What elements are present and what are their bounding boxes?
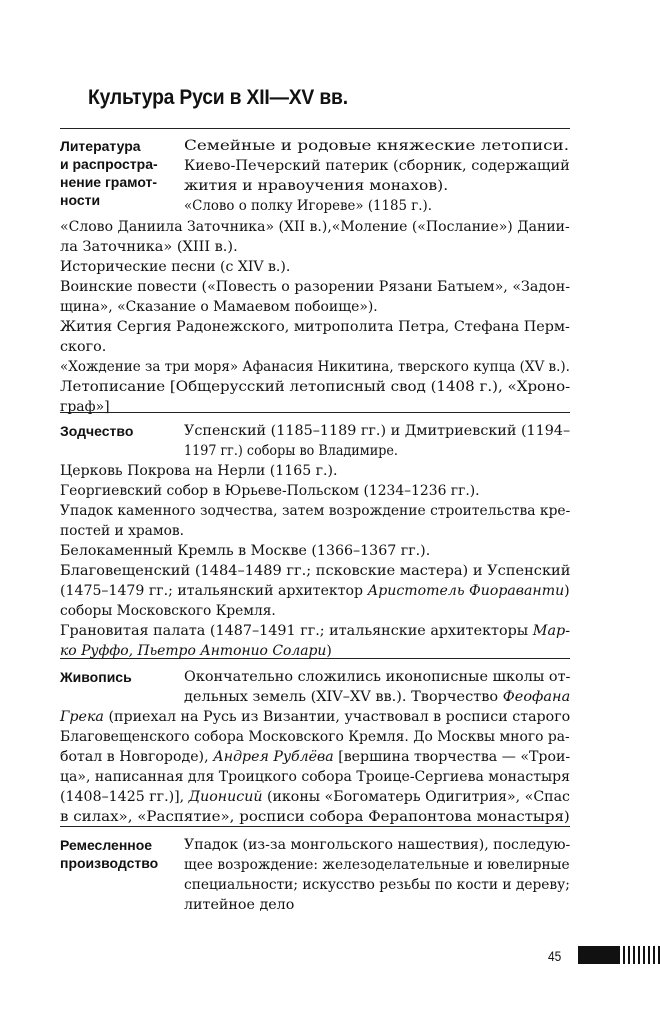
text-line: Упадок (из-за монгольского нашествия), последую- [184, 837, 571, 853]
section-painting [60, 658, 571, 825]
heading-line: Зодчество [60, 423, 134, 439]
text-line: Успенский (1185–1189 гг.) и Дмитриевский (1194– [184, 423, 571, 439]
heading-line: Ремесленное [60, 837, 153, 853]
text-line: соборы Московского Кремля. [60, 603, 276, 619]
text-line: Окончательно сложились иконописные школы от- [184, 669, 571, 685]
text-line: Упадок каменного зодчества, затем возрождение строительства кре- [60, 503, 571, 519]
page-number: 45 [548, 948, 562, 964]
text-line: граф»] [60, 399, 110, 415]
text-line: «Хождение за три моря» Афанасия Никитина, тверского купца (XV в.). [60, 359, 570, 375]
text-line: ботал в Новгороде), Андрея Рублёва [вершина творчества — «Трои- [60, 749, 571, 765]
text-line: Киево-Печерский патерик (сборник, содержащий [184, 158, 570, 174]
text-line: постей и храмов. [60, 523, 185, 539]
heading-line: нение грамот- [60, 174, 158, 190]
text-line: жития и нравоучения монахов). [184, 178, 449, 194]
text-line: 1197 гг.) соборы во Владимире. [184, 443, 398, 459]
text-line: ко Руффо, Пьетро Антонио Солари) [60, 643, 332, 659]
text-line: (1475–1479 гг.; итальянский архитектор Аристотель Фиораванти) [60, 583, 570, 599]
text-line: ца», написанная для Троицкого собора Троице-Сергиева монастыря [60, 769, 570, 785]
heading-line: ности [60, 192, 101, 208]
page-marker-bar [578, 946, 660, 964]
text-line: щее возрождение: железоделательные и ювелирные [184, 857, 570, 873]
section-heading [60, 137, 178, 209]
text-line: Воинские повести («Повесть о разорении Рязани Батыем», «Задон- [60, 279, 571, 295]
text-line: Белокаменный Кремль в Москве (1366–1367 гг.). [60, 543, 431, 559]
section-literature [60, 128, 571, 415]
text-line: ла Заточника» (XIII в.). [60, 239, 238, 255]
text-line: Летописание [Общерусский летописный свод (1408 г.), «Хроно- [60, 379, 571, 395]
text-line: Георгиевский собор в Юрьеве-Польском (1234–1236 гг.). [60, 483, 480, 499]
marker-solid [578, 946, 618, 964]
section-crafts [60, 826, 571, 913]
text-line: Семейные и родовые княжеские летописи. [184, 138, 570, 154]
text-line: специальности; искусство резьбы по кости и дереву; [184, 877, 570, 893]
text-line: (1408–1425 гг.)], Дионисий (иконы «Богоматерь Одигитрия», «Спас [60, 789, 570, 805]
section-heading [60, 668, 178, 686]
marker-stripes [618, 946, 660, 964]
text-line: Жития Сергия Радонежского, митрополита Петра, Стефана Перм- [60, 319, 570, 335]
text-line: Исторические песни (с XIV в.). [60, 259, 291, 275]
heading-line: и распростра- [60, 156, 158, 172]
section-heading [60, 836, 178, 872]
heading-line: Живопись [60, 669, 132, 685]
text-line: «Слово Даниила Заточника» (XII в.),«Моление («Послание») Дании- [60, 219, 570, 235]
heading-line: Литература [60, 138, 141, 154]
text-line: Благовещенский (1484–1489 гг.; псковские мастера) и Успенский [60, 563, 571, 579]
text-line: Грановитая палата (1487–1491 гг.; итальянские архитекторы Мар- [60, 623, 571, 639]
text-line: щина», «Сказание о Мамаевом побоище»). [60, 299, 378, 315]
text-line: литейное дело [184, 897, 295, 913]
text-line: в силах», «Распятие», росписи собора Ферапонтова монастыря) [60, 809, 570, 825]
text-line: Грека (приехал на Русь из Византии, участвовал в росписи старого [60, 709, 571, 725]
text-line: Церковь Покрова на Нерли (1165 г.). [60, 463, 338, 479]
heading-line: производство [60, 855, 159, 871]
text-line: дельных земель (XIV–XV вв.). Творчество Феофана [184, 689, 571, 705]
section-architecture [60, 412, 571, 659]
text-line: «Слово о полку Игореве» (1185 г.). [184, 198, 432, 214]
page-title: Культура Руси в XII—XV вв. [88, 86, 348, 109]
text-line: Благовещенского собора Московского Кремля. До Москвы много ра- [60, 729, 570, 745]
text-line: ского. [60, 339, 107, 355]
section-heading [60, 422, 178, 440]
